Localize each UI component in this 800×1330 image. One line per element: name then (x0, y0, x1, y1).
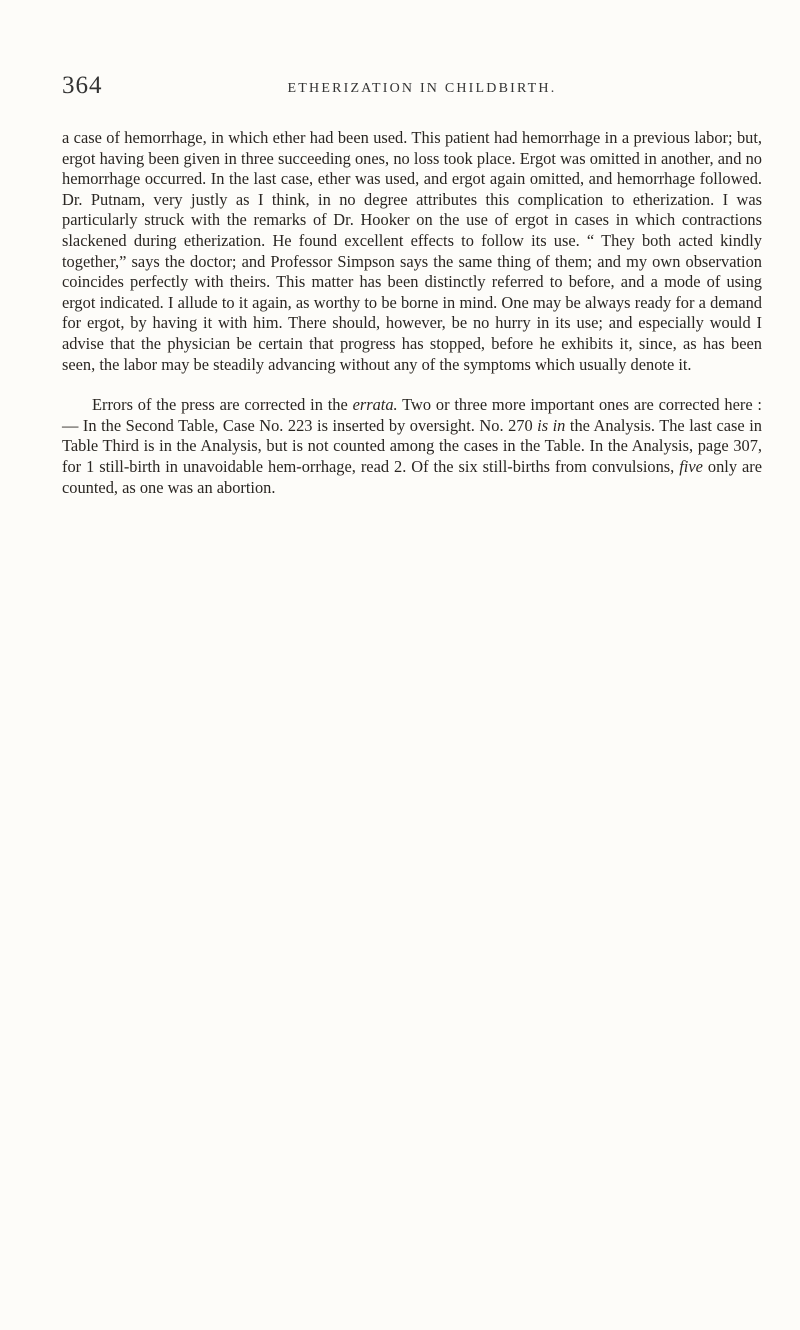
errata-text-a: Errors of the press are corrected in the (92, 395, 353, 415)
errata-text-b: Two or three more important ones are corrected here : — In the Second Table, Case No. 223 is inserted by oversight. No. 270 (62, 395, 762, 435)
paragraph-ergot: a case of hemorrhage, in which ether had been used. This patient had hemorrhage in a previous labor; but, ergot having been given in three succeeding ones, no loss took place. Ergot was omitted in another, and no hemorrhage occurred. In the last case, ether was used, and ergot again omitted, and hemorrhage followed. Dr. Putnam, very justly as I think, in no degree attributes this complication to etherization. I was particularly struck with the remarks of Dr. Hooker on the use of ergot in cases in which contractions slackened during etherization. He found excellent effects to follow its use. “ They both acted kindly together,” says the doctor; and Professor Simpson says the same thing of them; and my own observation coincides perfectly with theirs. This matter has been distinctly referred to before, and a mode of using ergot indicated. I allude to it again, as worthy to be borne in mind. One may be always ready for a demand for ergot, by having it with him. There should, however, be no hurry in its use; and especially would I advise that the physician be certain that progress has stopped, before he exhibits it, since, as has been seen, the labor may be steadily advancing without any of the symptoms which usually denote it. (62, 128, 762, 374)
running-head: ETHERIZATION IN CHILDBIRTH. (287, 81, 557, 96)
errata-word: errata. (352, 395, 398, 415)
five-italic: five (679, 456, 703, 476)
errata-text-d: only are counted, as one was an abortion. (62, 456, 763, 497)
body-text (62, 128, 762, 498)
page-number: 364 (62, 72, 103, 99)
errata-text-c: the Analysis. The last case in Table Third is in the Analysis, but is not counted among the cases in the Table. In the Analysis, page 307, for 1 still-birth in unavoidable hem-orrhage, read 2. Of the six still-births from convulsions, (62, 415, 762, 476)
is-in-italic: is in (537, 415, 566, 435)
paragraph-errata (62, 395, 762, 498)
page-header (62, 72, 762, 108)
